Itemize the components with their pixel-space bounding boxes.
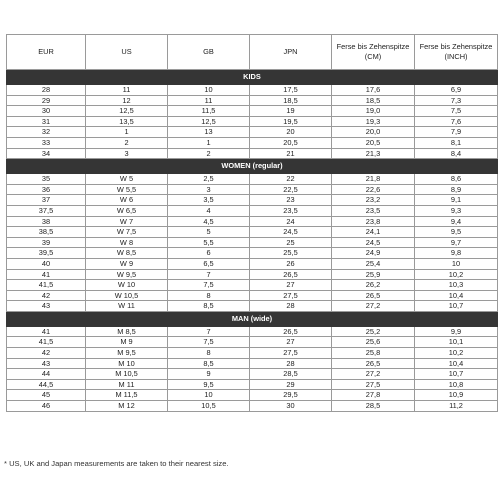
cell-inch: 10,7 [415,301,498,312]
cell-us: 3 [86,148,168,159]
table-row [7,137,498,148]
cell-inch: 9,7 [415,237,498,248]
cell-cm: 20,5 [332,137,415,148]
table-row [7,85,498,96]
cell-gb: 8 [168,290,250,301]
cell-us: W 10,5 [86,290,168,301]
table-row [7,390,498,401]
cell-us: W 6 [86,195,168,206]
cell-cm: 25,2 [332,326,415,337]
cell-cm: 21,8 [332,174,415,185]
cell-inch: 8,6 [415,174,498,185]
cell-us: M 10 [86,358,168,369]
cell-eur: 41,5 [7,337,86,348]
cell-us: W 10 [86,280,168,291]
cell-jpn: 23 [250,195,332,206]
cell-jpn: 20 [250,127,332,138]
cell-cm: 23,8 [332,216,415,227]
cell-cm: 21,3 [332,148,415,159]
table-row [7,148,498,159]
cell-jpn: 27 [250,337,332,348]
cell-jpn: 28 [250,301,332,312]
cell-jpn: 26 [250,258,332,269]
cell-eur: 41 [7,269,86,280]
cell-jpn: 26,5 [250,269,332,280]
cell-gb: 4 [168,205,250,216]
cell-gb: 5,5 [168,237,250,248]
cell-cm: 19,3 [332,116,415,127]
cell-inch: 10,9 [415,390,498,401]
cell-cm: 23,5 [332,205,415,216]
table-row [7,369,498,380]
cell-gb: 5 [168,227,250,238]
cell-cm: 24,1 [332,227,415,238]
cell-eur: 43 [7,358,86,369]
section-title: KIDS [7,70,498,85]
cell-eur: 33 [7,137,86,148]
cell-gb: 11 [168,95,250,106]
cell-gb: 10 [168,390,250,401]
header-jpn: JPN [250,35,332,70]
cell-gb: 9 [168,369,250,380]
table-row [7,337,498,348]
cell-jpn: 22,5 [250,184,332,195]
cell-gb: 7,5 [168,280,250,291]
cell-cm: 19,0 [332,106,415,117]
cell-eur: 43 [7,301,86,312]
cell-jpn: 21 [250,148,332,159]
cell-eur: 30 [7,106,86,117]
cell-inch: 9,8 [415,248,498,259]
cell-inch: 10,2 [415,348,498,359]
cell-eur: 31 [7,116,86,127]
cell-eur: 34 [7,148,86,159]
cell-cm: 28,5 [332,401,415,412]
cell-eur: 45 [7,390,86,401]
cell-us: M 9 [86,337,168,348]
cell-cm: 26,5 [332,290,415,301]
table-row [7,127,498,138]
cell-us: W 5,5 [86,184,168,195]
cell-gb: 4,5 [168,216,250,227]
cell-cm: 22,6 [332,184,415,195]
section-title: MAN (wide) [7,311,498,326]
header-row [7,35,498,70]
cell-inch: 10 [415,258,498,269]
cell-us: W 9 [86,258,168,269]
cell-cm: 25,4 [332,258,415,269]
cell-gb: 13 [168,127,250,138]
cell-inch: 9,9 [415,326,498,337]
table-row [7,290,498,301]
cell-jpn: 17,5 [250,85,332,96]
header-heel-to-toe-inch: Ferse bis Zehenspitze (INCH) [415,35,498,70]
table-row [7,269,498,280]
cell-jpn: 28 [250,358,332,369]
cell-eur: 39 [7,237,86,248]
header-eur: EUR [7,35,86,70]
cell-gb: 8 [168,348,250,359]
cell-jpn: 25 [250,237,332,248]
cell-us: 13,5 [86,116,168,127]
cell-inch: 10,2 [415,269,498,280]
cell-jpn: 26,5 [250,326,332,337]
cell-us: W 6,5 [86,205,168,216]
cell-us: M 10,5 [86,369,168,380]
cell-jpn: 27,5 [250,290,332,301]
section-header-row [7,70,498,85]
cell-eur: 44 [7,369,86,380]
cell-cm: 20,0 [332,127,415,138]
cell-jpn: 20,5 [250,137,332,148]
header-us: US [86,35,168,70]
cell-eur: 40 [7,258,86,269]
cell-jpn: 29 [250,379,332,390]
table-row [7,280,498,291]
cell-inch: 7,6 [415,116,498,127]
cell-gb: 10,5 [168,401,250,412]
cell-us: W 5 [86,174,168,185]
cell-jpn: 25,5 [250,248,332,259]
cell-inch: 10,8 [415,379,498,390]
table-row [7,401,498,412]
cell-gb: 7 [168,269,250,280]
table-row [7,95,498,106]
cell-gb: 6,5 [168,258,250,269]
cell-gb: 9,5 [168,379,250,390]
cell-gb: 3,5 [168,195,250,206]
cell-us: 2 [86,137,168,148]
cell-jpn: 30 [250,401,332,412]
cell-cm: 24,5 [332,237,415,248]
cell-eur: 41 [7,326,86,337]
cell-cm: 17,6 [332,85,415,96]
cell-us: 1 [86,127,168,138]
cell-gb: 7,5 [168,337,250,348]
table-row [7,248,498,259]
table-body [7,70,498,412]
cell-eur: 37,5 [7,205,86,216]
cell-eur: 38 [7,216,86,227]
table-row [7,106,498,117]
cell-inch: 10,4 [415,290,498,301]
cell-gb: 11,5 [168,106,250,117]
cell-cm: 27,5 [332,379,415,390]
table-row [7,184,498,195]
cell-inch: 9,5 [415,227,498,238]
cell-cm: 27,8 [332,390,415,401]
cell-gb: 2 [168,148,250,159]
cell-jpn: 27,5 [250,348,332,359]
table-row [7,348,498,359]
cell-inch: 6,9 [415,85,498,96]
cell-us: W 8,5 [86,248,168,259]
cell-inch: 10,7 [415,369,498,380]
section-title: WOMEN (regular) [7,159,498,174]
header-heel-to-toe-cm: Ferse bis Zehenspitze (CM) [332,35,415,70]
cell-jpn: 27 [250,280,332,291]
cell-inch: 7,5 [415,106,498,117]
cell-eur: 38,5 [7,227,86,238]
cell-inch: 10,4 [415,358,498,369]
cell-cm: 25,9 [332,269,415,280]
table-row [7,326,498,337]
cell-gb: 6 [168,248,250,259]
cell-jpn: 18,5 [250,95,332,106]
table-row [7,379,498,390]
cell-eur: 35 [7,174,86,185]
cell-inch: 7,3 [415,95,498,106]
cell-us: M 11 [86,379,168,390]
section-header-row [7,311,498,326]
cell-inch: 9,4 [415,216,498,227]
cell-eur: 42 [7,290,86,301]
cell-cm: 26,5 [332,358,415,369]
cell-us: W 9,5 [86,269,168,280]
cell-cm: 23,2 [332,195,415,206]
cell-jpn: 23,5 [250,205,332,216]
cell-us: M 12 [86,401,168,412]
size-chart-table [6,34,498,412]
cell-gb: 12,5 [168,116,250,127]
cell-inch: 8,4 [415,148,498,159]
cell-gb: 2,5 [168,174,250,185]
cell-inch: 7,9 [415,127,498,138]
cell-eur: 42 [7,348,86,359]
table-row [7,227,498,238]
table-row [7,205,498,216]
cell-us: W 7 [86,216,168,227]
cell-inch: 8,1 [415,137,498,148]
cell-gb: 7 [168,326,250,337]
cell-gb: 3 [168,184,250,195]
cell-us: W 8 [86,237,168,248]
table-row [7,301,498,312]
cell-us: 11 [86,85,168,96]
table-row [7,216,498,227]
cell-eur: 29 [7,95,86,106]
cell-us: 12,5 [86,106,168,117]
table-header [7,35,498,70]
cell-us: M 9,5 [86,348,168,359]
cell-gb: 10 [168,85,250,96]
cell-cm: 25,8 [332,348,415,359]
cell-inch: 10,3 [415,280,498,291]
cell-eur: 46 [7,401,86,412]
table-row [7,195,498,206]
cell-eur: 41,5 [7,280,86,291]
cell-cm: 26,2 [332,280,415,291]
cell-us: W 11 [86,301,168,312]
cell-cm: 25,6 [332,337,415,348]
table-row [7,116,498,127]
cell-jpn: 22 [250,174,332,185]
cell-inch: 10,1 [415,337,498,348]
cell-cm: 24,9 [332,248,415,259]
cell-us: 12 [86,95,168,106]
cell-cm: 27,2 [332,301,415,312]
cell-us: W 7,5 [86,227,168,238]
cell-jpn: 29,5 [250,390,332,401]
cell-gb: 8,5 [168,301,250,312]
cell-eur: 32 [7,127,86,138]
table-row [7,174,498,185]
cell-cm: 18,5 [332,95,415,106]
section-header-row [7,159,498,174]
cell-gb: 1 [168,137,250,148]
cell-eur: 37 [7,195,86,206]
footnote: * US, UK and Japan measurements are taken to their nearest size. [4,459,229,468]
cell-inch: 11,2 [415,401,498,412]
cell-eur: 39,5 [7,248,86,259]
header-gb: GB [168,35,250,70]
cell-inch: 9,1 [415,195,498,206]
cell-inch: 9,3 [415,205,498,216]
cell-jpn: 28,5 [250,369,332,380]
cell-eur: 28 [7,85,86,96]
table-row [7,237,498,248]
table-row [7,358,498,369]
cell-jpn: 19 [250,106,332,117]
cell-cm: 27,2 [332,369,415,380]
cell-inch: 8,9 [415,184,498,195]
cell-jpn: 24,5 [250,227,332,238]
cell-eur: 44,5 [7,379,86,390]
cell-jpn: 24 [250,216,332,227]
cell-gb: 8,5 [168,358,250,369]
table-row [7,258,498,269]
cell-jpn: 19,5 [250,116,332,127]
cell-us: M 11,5 [86,390,168,401]
cell-eur: 36 [7,184,86,195]
cell-us: M 8,5 [86,326,168,337]
